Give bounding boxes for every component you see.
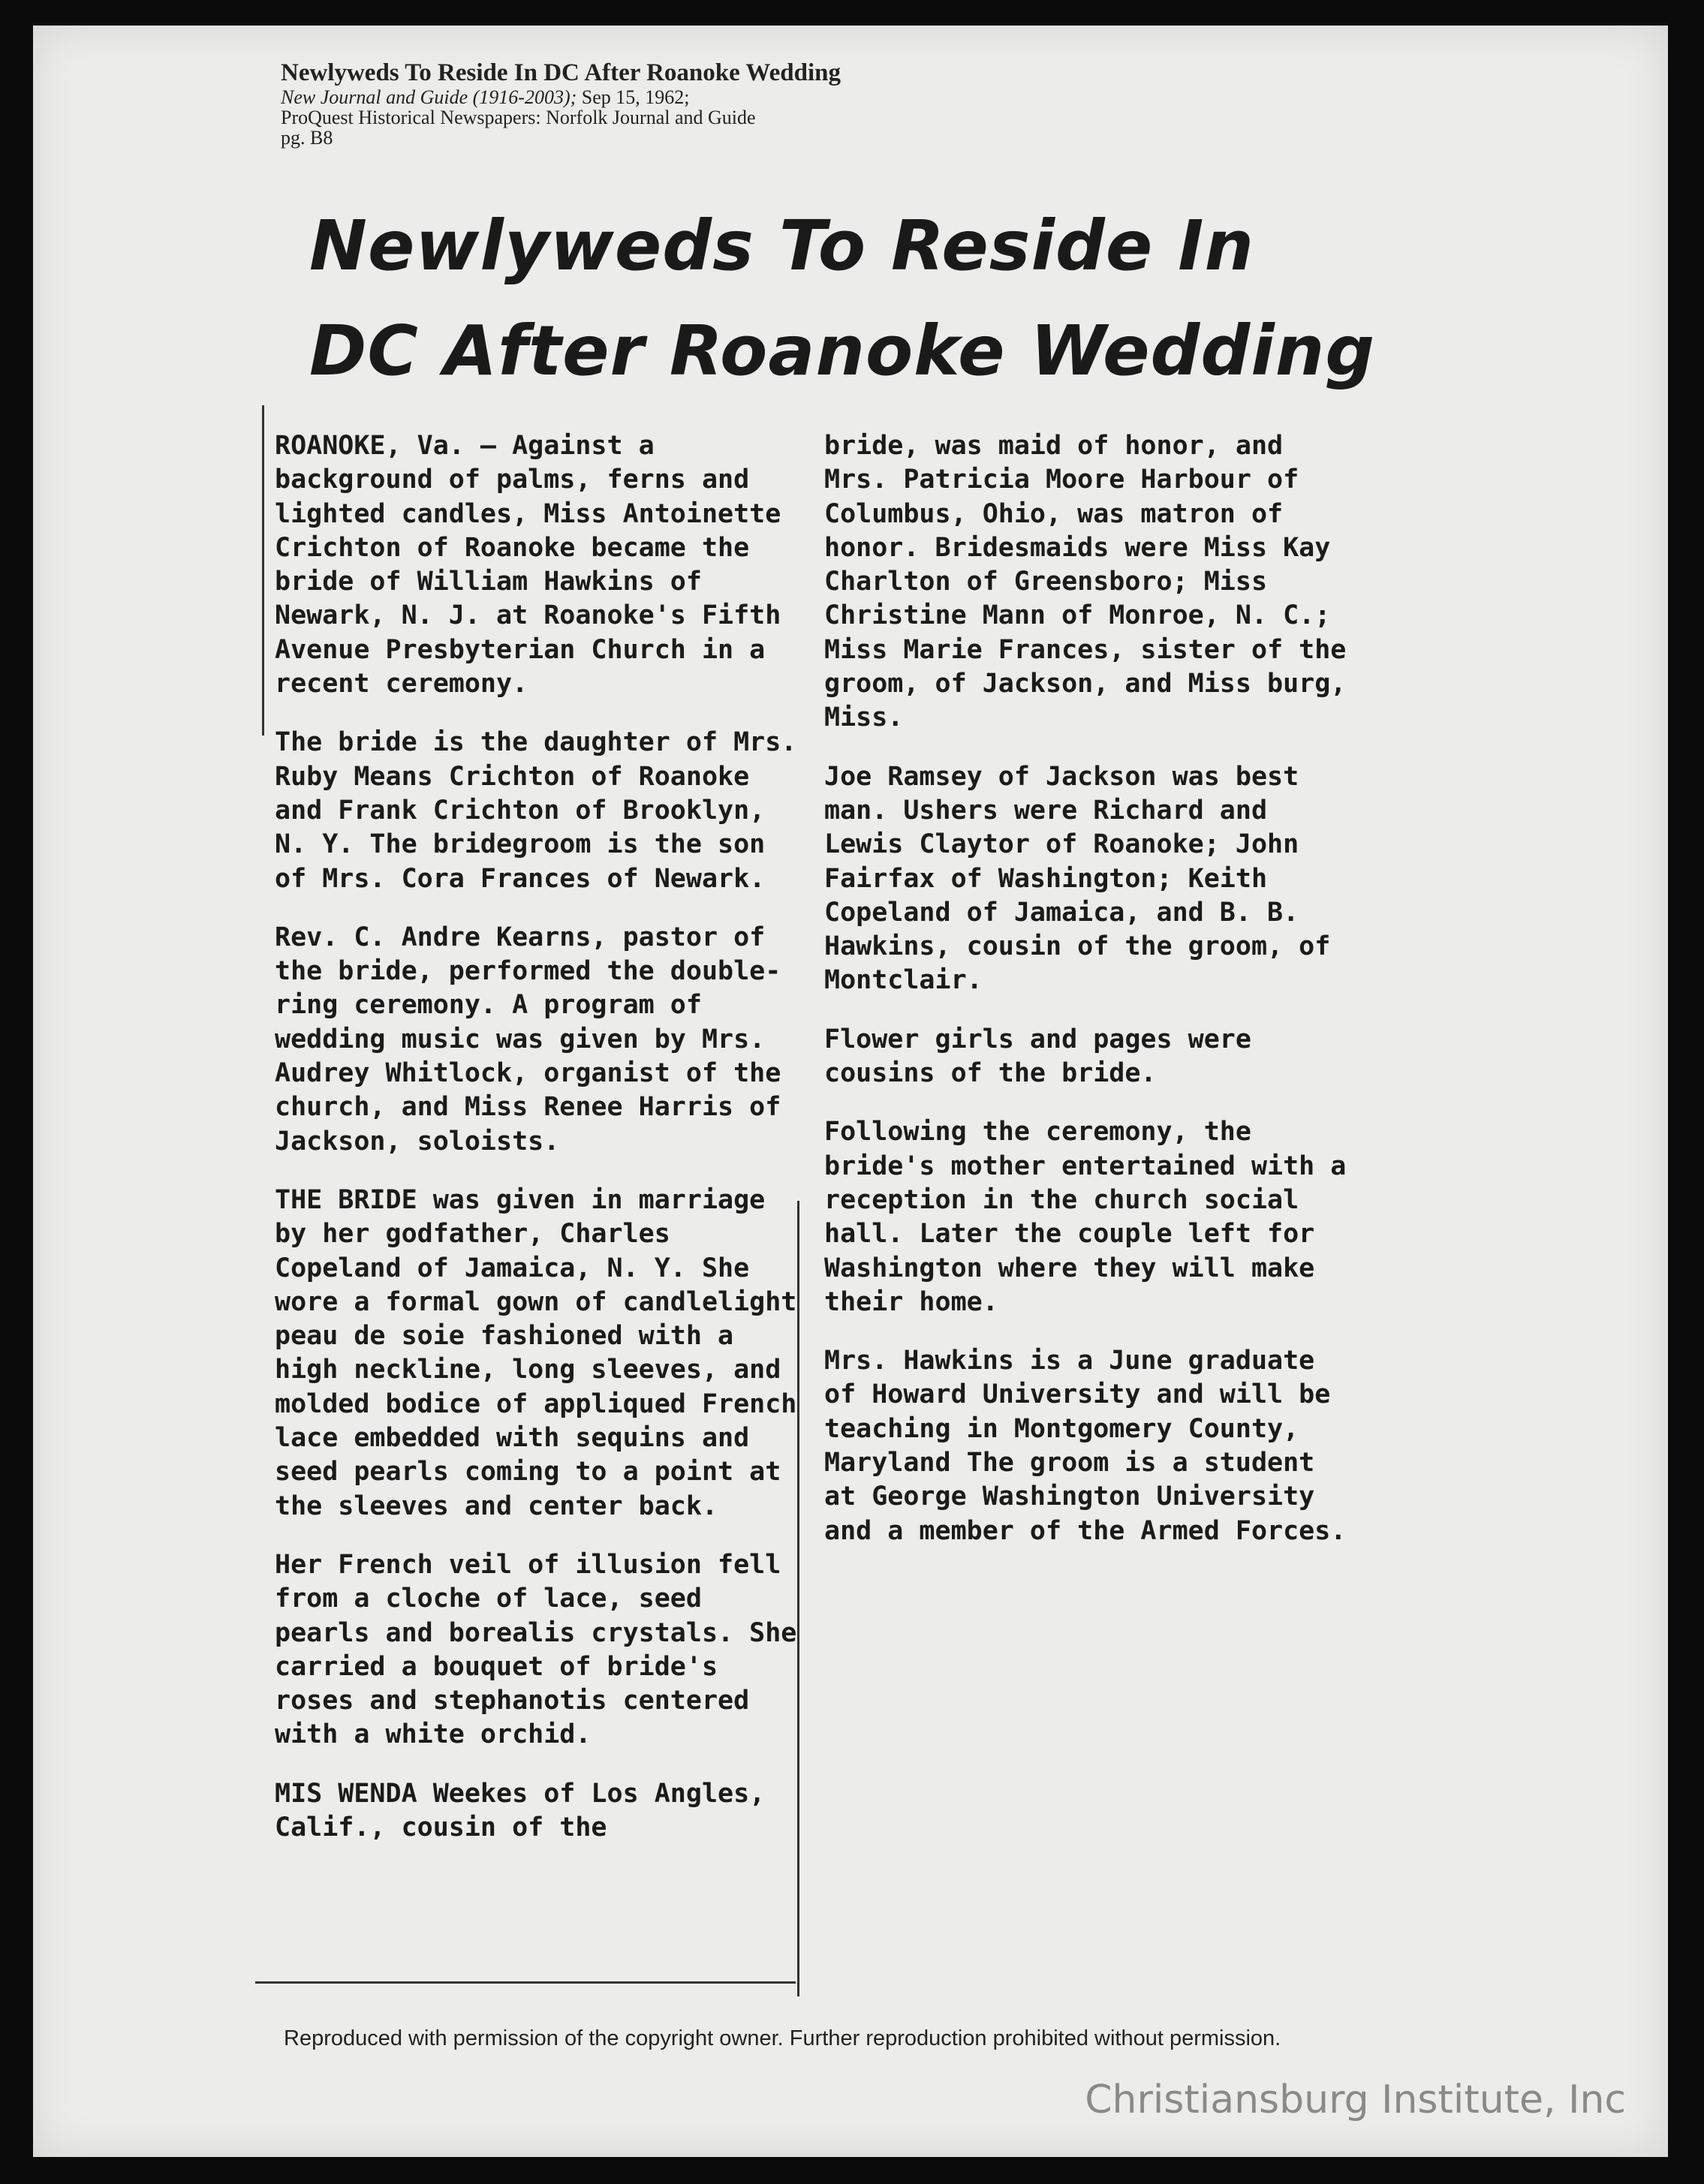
paragraph: Her French veil of illusion fell from a cloche of lace, seed pearls and borealis crystals. She carried a bouquet of bride's roses and stephanotis centered with a white orchid. — [275, 1549, 797, 1750]
paragraph: Joe Ramsey of Jackson was best man. Ushers were Richard and Lewis Claytor of Roanoke; John Fairfax of Washington; Keith Copeland of Jamaica, and B. B. Hawkins, cousin of the groom, of Montclair. — [824, 761, 1331, 996]
headline-line-1: Newlyweds To Reside In — [309, 206, 1255, 286]
paragraph: THE BRIDE was given in marriage by her godfather, Charles Copeland of Jamaica, N. Y. She wore a formal gown of candlelight peau de soie fashioned with a high neckline, long sleeves, and molded bodice of appliqued French lace embedded with sequins and seed pearls coming to a point at the sleeves and center back. — [275, 1184, 797, 1521]
citation-database: ProQuest Historical Newspapers: Norfolk Journal and Guide — [281, 107, 756, 128]
paragraph: MIS WENDA Weekes of Los Angles, Calif., cousin of the — [275, 1778, 766, 1843]
citation-page: pg. B8 — [281, 127, 333, 149]
article-column-left — [275, 429, 800, 1870]
citation-date: Sep 15, 1962; — [577, 86, 690, 108]
column-rule-top-left — [262, 405, 264, 736]
paragraph: Following the ceremony, the bride's mother entertained with a reception in the church social hall. Later the couple left for Washington where they will make their home. — [824, 1117, 1347, 1317]
citation-source: New Journal and Guide (1916-2003); — [281, 86, 577, 108]
paragraph: bride, was maid of honor, and Mrs. Patricia Moore Harbour of Columbus, Ohio, was matron of honor. Bridesmaids were Miss Kay Charlton of Greensboro; Miss Christine Mann of Monroe, N. C.; Miss Marie Frances, sister of the groom, of Jackson, and Miss burg, Miss. — [824, 431, 1347, 733]
paragraph: ROANOKE, Va. — Against a background of palms, ferns and lighted candles, Miss Antoinette Crichton of Roanoke became the bride of William Hawkins of Newark, N. J. at Roanoke's Fifth Avenue Presbyterian Church in a recent ceremony. — [275, 431, 781, 699]
citation-source-line — [281, 87, 1332, 107]
bottom-rule — [255, 1981, 796, 1984]
citation-title: Newlyweds To Reside In DC After Roanoke Wedding — [281, 59, 841, 86]
paragraph: Rev. C. Andre Kearns, pastor of the bride, performed the double-ring ceremony. A program of wedding music was given by Mrs. Audrey Whitlock, organist of the church, and Miss Renee Harris of Jackson, soloists. — [275, 922, 781, 1157]
article-headline — [309, 186, 1376, 396]
article-column-right — [824, 429, 1350, 1573]
paragraph: Mrs. Hawkins is a June graduate of Howard University and will be teaching in Montgomery County, Maryland The groom is a student at George Washington University and a member of the Armed Forces. — [824, 1346, 1347, 1546]
citation-block — [281, 59, 1332, 148]
paragraph: Flower girls and pages were cousins of the bride. — [824, 1024, 1251, 1089]
watermark: Christiansburg Institute, Inc — [1085, 2077, 1626, 2122]
paragraph: The bride is the daughter of Mrs. Ruby Means Crichton of Roanoke and Frank Crichton of Brooklyn, N. Y. The bridegroom is the son of Mrs. Cora Frances of Newark. — [275, 727, 797, 894]
copyright-notice: Reproduced with permission of the copyright owner. Further reproduction prohibited without permission. — [284, 2026, 1281, 2050]
headline-line-2: DC After Roanoke Wedding — [309, 311, 1376, 391]
